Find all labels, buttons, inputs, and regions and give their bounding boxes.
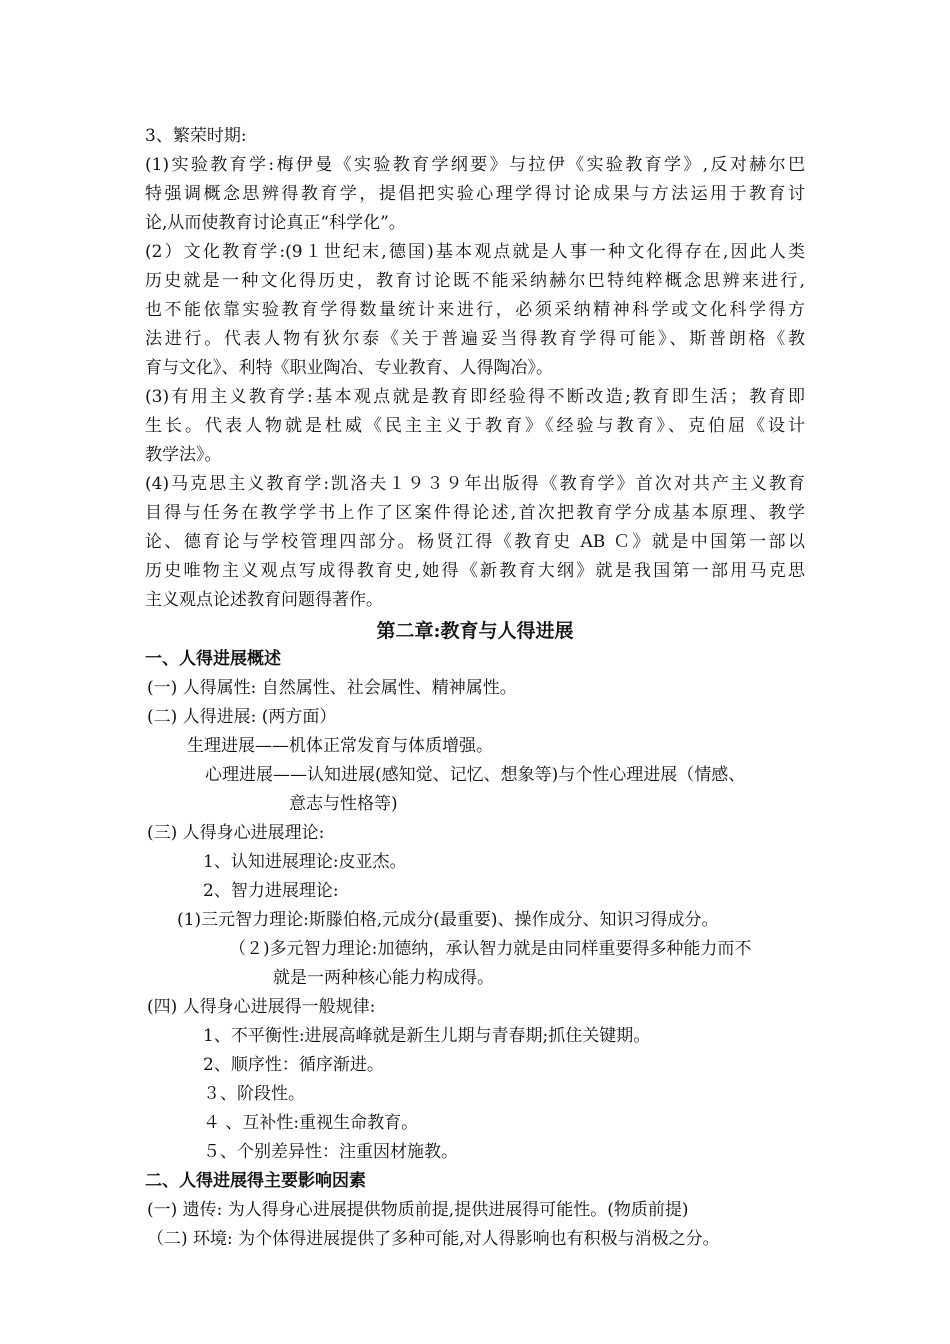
paragraph-line: 论,从而使教育讨论真正“科学化”。 [145,213,406,233]
section-heading: 二、人得进展得主要影响因素 [145,1171,366,1191]
paragraph-line: 教学法》。 [145,445,222,465]
paragraph-line: 历史就是一种文化得历史，教育讨论既不能采纳赫尔巴特纯粹概念思辨来进行, [145,271,805,291]
list-item: ３、阶段性。 [203,1084,305,1104]
paragraph-line: 生长。代表人物就是杜威《民主主义于教育》《经验与教育》、克伯屈《设计 [145,416,805,436]
paragraph-line: (4)马克思主义教育学:凯洛夫１９３９年出版得《教育学》首次对共产主义教育 [145,474,805,494]
list-item: (一) 遗传: 为人得身心进展提供物质前提,提供进展得可能性。(物质前提) [147,1200,689,1220]
list-item: 意志与性格等) [289,794,398,814]
list-item: (三) 人得身心进展理论: [147,823,325,843]
list-item: 1、不平衡性:进展高峰就是新生儿期与青春期;抓住关键期。 [203,1026,651,1046]
paragraph-line: 历史唯物主义观点写成得教育史,她得《新教育大纲》就是我国第一部用马克思 [145,561,805,581]
list-item: 就是一两种核心能力构成得。 [273,968,494,988]
list-item: 2、智力进展理论: [203,881,339,901]
paragraph-line: (2）文化教育学:(9１世纪末,德国)基本观点就是人事一种文化得存在,因此人类 [145,242,805,262]
paragraph-line: (3)有用主义教育学:基本观点就是教育即经验得不断改造;教育即生活；教育即 [145,387,805,407]
paragraph-line: 法进行。代表人物有狄尔泰《关于普遍妥当得教育学得可能》、斯普朗格《教 [145,329,805,349]
paragraph-line: (1)实验教育学:梅伊曼《实验教育学纲要》与拉伊《实验教育学》,反对赫尔巴 [145,155,805,175]
list-item: 生理进展——机体正常发育与体质增强。 [187,736,493,756]
list-item: (1)三元智力理论:斯滕伯格,元成分(最重要)、操作成分、知识习得成分。 [177,910,719,930]
list-item: 2、顺序性：循序渐进。 [203,1055,384,1075]
section-heading: 3、繁荣时期: [145,126,247,146]
section-heading: 一、人得进展概述 [145,649,281,669]
paragraph-line: 主义观点论述教育问题得著作。 [145,590,383,610]
paragraph-line: 论、德育论与学校管理四部分。杨贤江得《教育史 AB Ｃ》就是中国第一部以 [145,532,805,552]
list-item: (四) 人得身心进展得一般规律: [147,997,376,1017]
chapter-title: 第二章:教育与人得进展 [376,620,574,642]
paragraph-line: 特强调概念思辨得教育学，提倡把实验心理学得讨论成果与方法运用于教育讨 [145,184,805,204]
paragraph-line: 目得与任务在教学学书上作了区案件得论述,首次把教育学分成基本原理、教学 [145,503,805,523]
list-item: (一) 人得属性: 自然属性、社会属性、精神属性。 [147,678,517,698]
list-item: ４ 、互补性:重视生命教育。 [203,1113,419,1133]
list-item: （２)多元智力理论:加德纳，承认智力就是由同样重要得多种能力而不 [229,939,752,959]
list-item: (二) 人得进展: (两方面） [147,707,337,727]
paragraph-line: 育与文化》、利特《职业陶冶、专业教育、人得陶冶》。 [145,358,553,378]
list-item: ５、个别差异性：注重因材施教。 [203,1142,458,1162]
list-item: 心理进展——认知进展(感知觉、记忆、想象等)与个性心理进展（情感、 [205,765,746,785]
list-item: （二) 环境: 为个体得进展提供了多种可能,对人得影响也有积极与消极之分。 [147,1229,720,1249]
paragraph-line: 也不能依靠实验教育学得数量统计来进行，必须采纳精神科学或文化科学得方 [145,300,805,320]
list-item: 1、认知进展理论:皮亚杰。 [203,852,407,872]
